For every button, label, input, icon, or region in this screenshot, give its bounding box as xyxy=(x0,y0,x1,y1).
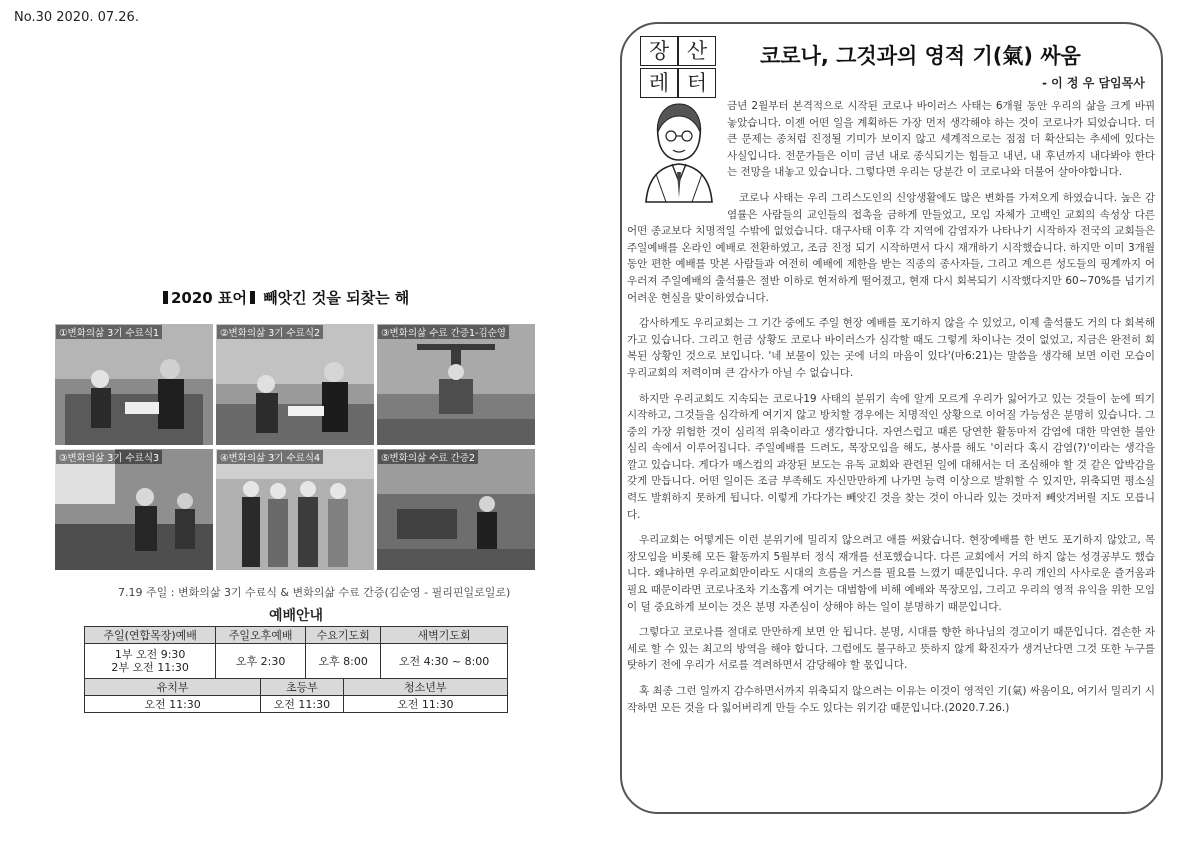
letter-title: 코로나, 그것과의 영적 기(氣) 싸움 xyxy=(760,44,1081,68)
photo-2-caption: ②변화의삶 3기 수료식2 xyxy=(217,325,323,339)
photo-4-caption: ③변화의삶 3기 수료식3 xyxy=(56,450,162,464)
left-page xyxy=(48,0,548,848)
photo-1 xyxy=(55,324,213,445)
letter-logo xyxy=(640,36,720,100)
photo-5-caption: ④변화의삶 3기 수료식4 xyxy=(217,450,323,464)
logo-char: 터 xyxy=(678,68,716,98)
letter-paragraph: 코로나 사태는 우리 그리스도인의 신앙생활에도 많은 변화를 가져오게 하였습니다. 높은 감염률은 사람들의 교인들의 접촉을 금하게 만들었고, 모임 자체가 고백인 교회의 속성상 다른 어떤 종교보다 치명적일 수밖에 없었습니다. 대구사태 이후 각 지역에 감염자가 나타나기 시작하자 전국의 교회들은 주일예배를 온라인 예배로 전환하였고, 조금 진정 되기 시작하면서 다시 재개하기 시작했습니다. 하지만 이미 3개월 동안 편한 예배를 맛본 사람들과 여전히 예배에 제한을 받는 직종의 종사자들, 그리고 계으른 성도들의 핑계까지 어우러져 주일예배의 출석률은 절반 이하로 현저하게 떨어졌고, 현재 다시 회복되기 시작했다지만 60~70%를 넘기기 어려운 현실을 맞이하였습니다. xyxy=(627,191,1155,304)
letter-paragraph: 감사하게도 우리교회는 그 기간 중에도 주일 현장 예배를 포기하지 않을 수 있었고, 이제 출석률도 거의 다 회복해 가고 있습니다. 그리고 헌금 상황도 코로나 바이러스가 심각할 때도 그렇게 차이나는 것이 없었고, 지금은 완전히 회복된 상황인 것으로 보입니다. '네 보물이 있는 곳에 너의 마음이 있다'(마6:21)는 말씀을 생각해 보면 이런 모습이 우리교회의 저력이며 큰 감사가 아닐 수 없습니다. xyxy=(627,317,1155,379)
issue-date: No.30 2020. 07.26. xyxy=(14,10,139,25)
photo-5 xyxy=(216,449,374,570)
worship-table xyxy=(84,604,508,713)
letter-paragraph: 그렇다고 코로나를 절대로 만만하게 보면 안 됩니다. 분명, 시대를 향한 하나님의 경고이기 때문입니다. 겸손한 자세로 할 수 있는 최고의 방역을 해야 합니다. 그럼에도 불구하고 뜻하지 않게 확진자가 생겨난다면 그것 또한 누구를 탓하기 전에 우리가 서로를 격려하면서 감당해야 할 몫입니다. xyxy=(627,626,1155,672)
logo-char: 장 xyxy=(640,36,678,66)
photo-6 xyxy=(377,449,535,570)
logo-char: 산 xyxy=(678,36,716,66)
letter-author: - 이 정 우 담임목사 xyxy=(1042,76,1145,90)
worship-header: 주일오후예배 xyxy=(216,627,306,644)
dept-time: 오전 11:30 xyxy=(85,696,261,713)
photo-2 xyxy=(216,324,374,445)
dept-header: 청소년부 xyxy=(343,679,507,696)
photo-3 xyxy=(377,324,535,445)
letter-paragraph: 우리교회는 어떻게든 이런 분위기에 밀리지 않으려고 애를 써왔습니다. 현장예배를 한 번도 포기하지 않았고, 목장모임을 비롯해 모든 활동까지 5월부터 정식 재개를 선포했습니다. 다른 교회에서 거의 하지 않는 성경공부도 했습니다. 왜냐하면 우리교회만이라도 시대의 흐름을 거스를 필요를 느꼈기 때문입니다. 우리 개인의 사사로운 즐거움과 필요 때문이라면 코로나조차 기소홉게 여기는 대범함에 비해 예배와 목장모임, 그리고 우리의 영적 유익을 위한 모임이 덜 중요하게 보이는 것은 분명 자존심이 상해야 하는 일이 분명하기 때문입니다. xyxy=(627,534,1155,613)
dept-time: 오전 11:30 xyxy=(343,696,507,713)
dept-header: 초등부 xyxy=(261,679,343,696)
letter-paragraph: 하지만 우리교회도 지속되는 코로나19 사태의 분위기 속에 알게 모르게 우리가 잃어가고 있는 것들이 눈에 띄기 시작하고, 그것들을 심각하게 여기지 않고 방치할 경우에는 치명적인 상황으로 이어질 가능성은 분명히 있습니다. 그 중의 가장 위험한 것이 심리적 위축이라고 생각합니다. 자연스럽고 때론 당연한 활동마저 감염에 대한 막연한 불안 심리 속에서 이루어집니다. 주일예배를 드려도, 목장모임을 해도, 봉사를 해도 '이러다 혹시 감염(?)'이라는 생각을 깔고 있습니다. 게다가 매스컴의 과장된 보도는 유독 교회와 관련된 일에 대해서는 더 조심해야 할 것 같은 압박감을 갖게 만듭니다. 어떤 일이든 조금 부족해도 자신만만하게 나가면 능력 이상으로 발휘할 수 있지만, 위축되면 평소실력도 발휘하지 못하게 됩니다. 이렇게 가다가는 빼앗긴 것을 찾는 것이 아니라 있는 것마저 빼앗겨버릴 지도 모릅니다. xyxy=(627,392,1155,521)
worship-time: 1부 오전 9:30 2부 오전 11:30 xyxy=(85,644,216,679)
letter-body xyxy=(627,98,1155,725)
motto-label: 2020 표어 xyxy=(171,289,247,307)
worship-time: 오후 8:00 xyxy=(306,644,381,679)
letter-paragraph: 혹 최종 그런 일까지 감수하면서까지 위축되지 않으려는 이유는 이것이 영적인 기(氣) 싸움이요, 여기서 밀리기 시작하면 모든 것을 다 잃어버리게 만들 수도 있다는 위기감 때문입니다.(2020.7.26.) xyxy=(627,685,1155,714)
photo-1-caption: ①변화의삶 3기 수료식1 xyxy=(56,325,162,339)
logo-char: 레 xyxy=(640,68,678,98)
photo-4 xyxy=(55,449,213,570)
worship-time: 오후 2:30 xyxy=(216,644,306,679)
worship-time: 오전 4:30 ~ 8:00 xyxy=(381,644,508,679)
motto xyxy=(160,287,409,308)
motto-text: 빼앗긴 것을 되찾는 해 xyxy=(263,289,410,307)
worship-header: 주일(연합목장)예배 xyxy=(85,627,216,644)
photo-3-caption: ③변화의삶 수료 간증1-김순영 xyxy=(378,325,509,339)
worship-header: 수요기도회 xyxy=(306,627,381,644)
dept-header: 유치부 xyxy=(85,679,261,696)
photo-6-caption: ⑤변화의삶 수료 간증2 xyxy=(378,450,478,464)
worship-title: 예배안내 xyxy=(85,604,508,627)
dept-time: 오전 11:30 xyxy=(261,696,343,713)
worship-header: 새벽기도회 xyxy=(381,627,508,644)
letter-paragraph: 금년 2월부터 본격적으로 시작된 코로나 바이러스 사태는 6개월 동안 우리의 삶을 크게 바꿔놓았습니다. 이젠 어떤 일을 계획하든 가장 먼저 생각해야 하는 것이 코로나가 되었습니다. 더 큰 문제는 종처럼 진정될 기미가 보이지 않고 세계적으로는 점점 더 확산되는 추세에 있다는 사실입니다. 전문가들은 이미 금년 내로 종식되기는 힘들고 내년, 내 후년까지 내다봐야 한다는 전망을 내놓고 있습니다. 그렇다면 우리는 당분간 이 코로나와 더불어 살아야합니다. xyxy=(727,100,1155,179)
photo-caption: 7.19 주일 : 변화의삶 3기 수료식 & 변화의삶 수료 간증(김순영 - 필리핀일로일로) xyxy=(118,586,511,599)
photo-grid xyxy=(55,324,535,570)
